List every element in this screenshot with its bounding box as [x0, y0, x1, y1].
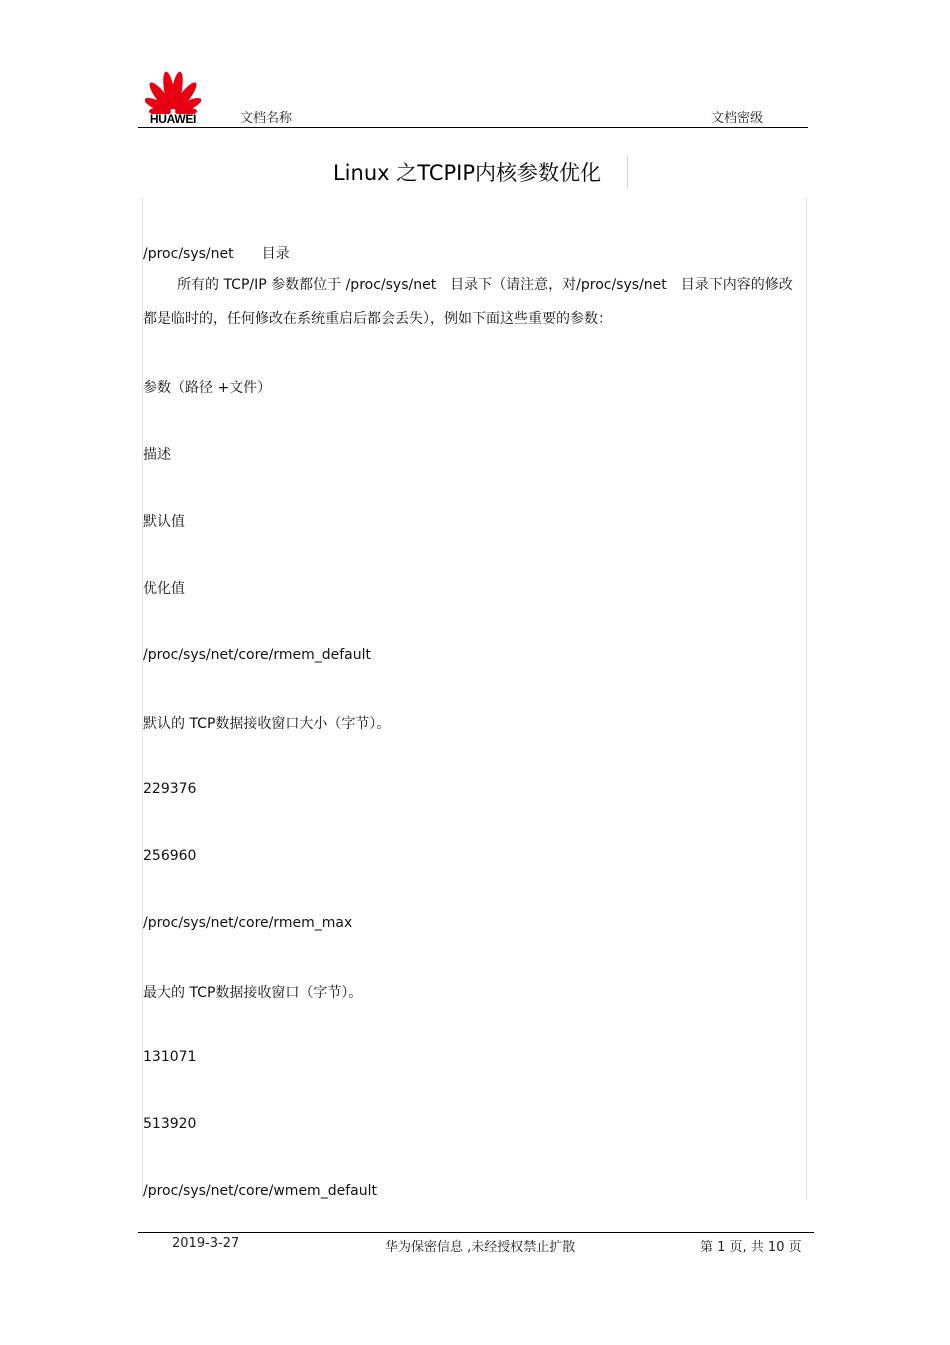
logo-wordmark: HUAWEI: [149, 112, 197, 126]
footer-page-info: 第 1 页, 共 10 页: [700, 1240, 802, 1255]
table-header-default: 默认值: [143, 514, 185, 530]
content-frame-right: [806, 197, 807, 1199]
table-header-param: 参数（路径 +文件）: [143, 380, 272, 396]
footer-rule: [138, 1232, 814, 1233]
document-name-label: 文档名称: [240, 111, 293, 126]
row-optimized-value: 513920: [143, 1116, 197, 1132]
huawei-petals-icon: [145, 70, 201, 114]
row-param: /proc/sys/net/core/rmem_max: [143, 915, 353, 931]
document-level-label: 文档密级: [711, 111, 764, 126]
row-param: /proc/sys/net/core/rmem_default: [143, 647, 372, 663]
page-title: Linux 之TCPIP内核参数优化: [332, 161, 602, 185]
intro-text: 所有的 TCP/IP 参数都位于 /proc/sys/net 目录下（请注意，对/proc/sys/net 目录下内容的修改都是临时的，任何修改在系统重启后都会丢失），例如下面这些重要的参数：: [143, 277, 793, 327]
table-header-desc: 描述: [143, 447, 171, 463]
table-header-optimized: 优化值: [143, 581, 185, 597]
row-optimized-value: 256960: [143, 848, 197, 864]
row-desc: 默认的 TCP数据接收窗口大小（字节）。: [143, 716, 391, 732]
row-param: /proc/sys/net/core/wmem_default: [143, 1183, 377, 1199]
title-cursor-bar: [627, 156, 628, 188]
page-title-container: [0, 157, 950, 187]
row-default-value: 131071: [143, 1049, 197, 1065]
intro-paragraph: [143, 268, 803, 336]
section-heading: /proc/sys/net 目录: [143, 246, 290, 262]
footer-date: 2019-3-27: [172, 1236, 240, 1251]
footer-confidential-notice: 华为保密信息 ,未经授权禁止扩散: [385, 1240, 576, 1255]
row-default-value: 229376: [143, 781, 197, 797]
header-rule: [138, 127, 808, 128]
row-desc: 最大的 TCP数据接收窗口（字节）。: [143, 985, 363, 1001]
